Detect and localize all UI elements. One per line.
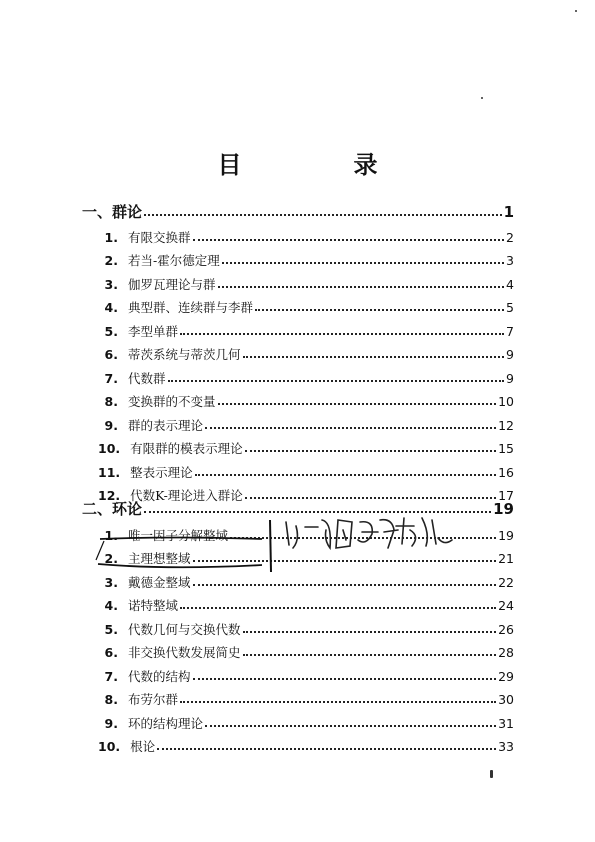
page-number: 7 — [506, 323, 514, 339]
toc-part-heading — [82, 498, 514, 519]
part-title: 二、环论 — [82, 500, 143, 518]
entry-number: 8. — [104, 394, 118, 410]
entry-title: 有限群的模表示理论 — [130, 441, 243, 457]
speck-mark — [481, 97, 483, 99]
toc-entry — [98, 643, 514, 661]
entry-title: 主理想整域 — [128, 551, 191, 567]
entry-title: 代数群 — [128, 370, 166, 386]
entry-number: 10. — [98, 739, 121, 755]
leader-dots — [180, 701, 496, 703]
entry-number: 7. — [104, 370, 118, 386]
speck-mark — [490, 770, 493, 778]
speck-mark — [575, 10, 577, 12]
page-number: 2 — [506, 230, 514, 245]
page-number: 19 — [498, 528, 514, 543]
page-number: 28 — [498, 645, 514, 661]
leader-dots — [180, 333, 504, 335]
entry-title: 代数几何与交换代数 — [128, 621, 241, 637]
page-number: 4 — [506, 276, 514, 292]
toc-entry — [98, 620, 514, 638]
page-number: 22 — [498, 574, 514, 590]
entry-number: 3. — [104, 276, 118, 292]
leader-dots — [193, 239, 505, 241]
leader-dots — [245, 450, 496, 452]
entry-title: 若当-霍尔德定理 — [128, 253, 220, 269]
leader-dots — [243, 631, 497, 633]
page-title: 目 录 — [217, 151, 422, 179]
leader-dots — [144, 214, 502, 216]
leader-dots — [195, 474, 496, 476]
entry-number: 1. — [104, 528, 118, 543]
entry-number: 6. — [104, 645, 118, 661]
entry-title: 有限交换群 — [128, 230, 191, 245]
entry-title: 布劳尔群 — [128, 692, 179, 708]
page-number: 15 — [498, 441, 514, 457]
toc-part-heading — [82, 201, 514, 222]
page-number: 1 — [503, 203, 514, 221]
page-number: 10 — [498, 394, 514, 410]
page-number: 21 — [498, 551, 514, 567]
toc-entry — [98, 345, 514, 363]
entry-number: 12. — [98, 487, 121, 503]
leader-dots — [255, 309, 504, 311]
leader-dots — [222, 262, 504, 264]
leader-dots — [230, 537, 496, 539]
page-number: 31 — [498, 715, 514, 731]
toc-entry — [98, 369, 514, 387]
toc-entry — [98, 737, 514, 755]
toc-entry — [98, 298, 514, 316]
toc-entry — [98, 416, 514, 434]
entry-number: 5. — [104, 621, 118, 637]
toc-entry — [98, 228, 514, 246]
entry-title: 非交换代数发展简史 — [128, 645, 241, 661]
toc-entry — [98, 714, 514, 732]
entry-number: 2. — [104, 253, 118, 269]
leader-dots — [180, 607, 496, 609]
page-number: 33 — [498, 739, 514, 755]
leader-dots — [218, 286, 505, 288]
toc-entry — [98, 573, 514, 591]
entry-title: 变换群的不变量 — [128, 394, 216, 410]
toc-entry — [98, 463, 514, 481]
entry-number: 9. — [104, 417, 118, 433]
page-number: 16 — [498, 464, 514, 480]
entry-title: 代数K-理论进入群论 — [130, 487, 243, 503]
page-number: 3 — [506, 253, 514, 269]
page-number: 29 — [498, 668, 514, 684]
entry-number: 7. — [104, 668, 118, 684]
entry-title: 根论 — [130, 739, 156, 755]
leader-dots — [193, 678, 497, 680]
page-number: 19 — [493, 500, 514, 518]
leader-dots — [205, 427, 496, 429]
entry-number: 5. — [104, 323, 118, 339]
leader-dots — [243, 356, 505, 358]
leader-dots — [193, 560, 497, 562]
entry-title: 环的结构理论 — [128, 715, 204, 731]
entry-number: 11. — [98, 464, 121, 480]
toc-entry — [98, 549, 514, 567]
entry-title: 诺特整域 — [128, 598, 179, 614]
entry-title: 群的表示理论 — [128, 417, 204, 433]
leader-dots — [157, 748, 496, 750]
leader-dots — [193, 584, 497, 586]
entry-number: 3. — [104, 574, 118, 590]
page-number: 17 — [498, 487, 514, 503]
entry-number: 4. — [104, 300, 118, 316]
page-number: 30 — [498, 692, 514, 708]
toc-entry — [98, 690, 514, 708]
leader-dots — [168, 380, 505, 382]
part-title: 一、群论 — [82, 203, 143, 221]
page-number: 9 — [506, 347, 514, 363]
entry-title: 唯一因子分解整域 — [128, 528, 229, 543]
toc-entry — [98, 439, 514, 457]
toc-entry — [98, 667, 514, 685]
entry-number: 8. — [104, 692, 118, 708]
entry-number: 2. — [104, 551, 118, 567]
entry-number: 10. — [98, 441, 121, 457]
entry-title: 典型群、连续群与李群 — [128, 300, 254, 316]
entry-title: 李型单群 — [128, 323, 179, 339]
page-number: 12 — [498, 417, 514, 433]
entry-title: 整表示理论 — [130, 464, 193, 480]
toc-entry — [98, 322, 514, 340]
entry-title: 戴德金整域 — [128, 574, 191, 590]
page-number: 5 — [506, 300, 514, 316]
page-number: 26 — [498, 621, 514, 637]
entry-number: 4. — [104, 598, 118, 614]
entry-title: 蒂茨系统与蒂茨几何 — [128, 347, 241, 363]
toc-entry — [98, 526, 514, 544]
entry-title: 伽罗瓦理论与群 — [128, 276, 216, 292]
toc-entry — [98, 392, 514, 410]
leader-dots — [218, 403, 497, 405]
entry-number: 6. — [104, 347, 118, 363]
leader-dots — [243, 654, 497, 656]
leader-dots — [144, 511, 491, 513]
toc-entry — [98, 251, 514, 269]
entry-number: 9. — [104, 715, 118, 731]
entry-number: 1. — [104, 230, 118, 245]
page-number: 9 — [506, 370, 514, 386]
page-number: 24 — [498, 598, 514, 614]
leader-dots — [205, 725, 496, 727]
toc-entry — [98, 275, 514, 293]
entry-title: 代数的结构 — [128, 668, 191, 684]
toc-entry — [98, 596, 514, 614]
